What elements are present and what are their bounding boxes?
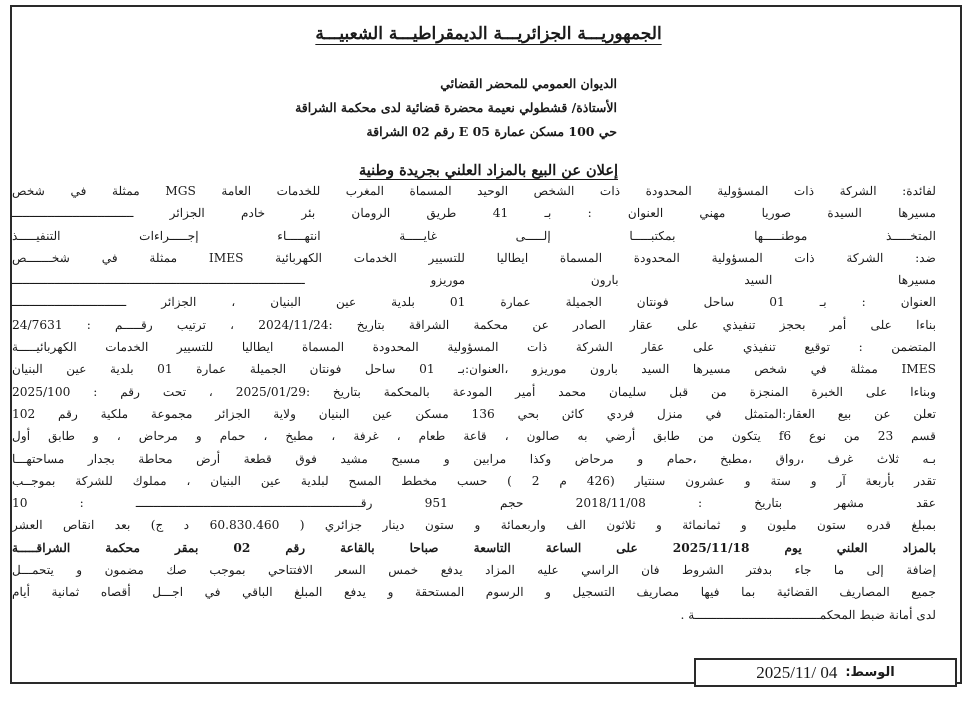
office-address: حي 100 مسكن عمارة E 05 رقم 02 الشراقة [366, 124, 617, 139]
notice-line: المتضمن : توقيع تنفيذي على عقار الشركة ذات المسؤولية المحدودة المسماة ايطاليا للتسيير الخدمات الكهربائيـــــة [12, 340, 936, 355]
office-name: الديوان العمومي للمحضر القضائي [440, 76, 617, 91]
republic-header [0, 24, 977, 44]
auction-date-line: بالمزاد العلني يوم 2025/11/18 على الساعة التاسعة صباحا بالقاعة رقم 02 بمقر محكمة الشراقـــــة [12, 540, 936, 555]
bailiff-name: الأستاذة/ قشطولي نعيمة محضرة قضائية لدى محكمة الشراقة [295, 100, 617, 115]
notice-line: وبناءا على الخبرة المنجزة من قبل سليمان محمد أمير المودعة بالمحكمة بتاريخ :2025/01/29 ، تحت رقم : 2025/100 [12, 384, 936, 399]
notice-line: إضافة إلى ما جاء بدفتر الشروط فان الراسي عليه المزاد يدفع خمس السعر الافتتاحي بموجب صك مضمون و يتحمـــل [12, 563, 936, 578]
publication-date: 2025/11/ 04 [756, 662, 838, 682]
notice-line: IMES ممثلة في شخص مسيرها السيد بارون موريزو ،العنوان:بـ 01 ساحل فونتان الجميلة عمارة 01 بلدية عين البنيان [12, 362, 936, 377]
notice-line: عقد مشهر بتاريخ : 2018/11/08 حجم 951 رقـــــــــــــــــــــــــــــــــــــــــــــــــــــــــــــــ : 10 [12, 496, 936, 511]
notice-line: لدى أمانة ضبط المحكمـــــــــــــــــــــــــــــــــــة . [680, 607, 936, 622]
notice-line: تعلن عن بيع العقار:المتمثل في منزل فردي كائن بحي 136 مسكن عين البنيان ولاية الجزائر مجموعة ملكية رقم 102 [12, 406, 936, 421]
notice-title: إعلان عن البيع بالمزاد العلني بجريدة وطنية [358, 162, 619, 179]
notice-line: بناءا على أمر بحجز تنفيذي على عقار الصادر عن محكمة الشراقة بتاريخ :2024/11/24 ، ترتيب رقـــــم : 24/7631 [12, 317, 936, 332]
notice-line: تقدر بأربعة آر و ستة و عشرون سنتيار (426 م 2 ) حسب مخطط المسح لبلدية عين البنيان ، مملوك للشركة بموجــب [12, 473, 936, 488]
notice-line: لفائدة: الشركة ذات المسؤولية المحدودة ذات الشخص الوحيد المسماة المغرب للخدمات العامة MGS ممثلة في شخص [12, 184, 936, 198]
republic-title: الجمهوريـــة الجزائريـــة الديمقراطيـــة الشعبيـــة [315, 24, 662, 44]
notice-line: بـه ثلاث غرف ،رواق ،مطبخ ،حمام و مرحاض وكذا مرابين و مسبح مشيد فوق قطعة أرض محاطة بجدار مساحتهـــا [12, 451, 936, 466]
notice-line: قسم 23 من نوع f6 يتكون من طابق أرضي به صالون ، قاعة طعام ، غرفة ، مطبخ ، حمام و مرحاض ، و طابق أول [12, 429, 936, 444]
newspaper-label: الوسط: [845, 665, 895, 680]
publication-stamp [694, 658, 957, 687]
notice-line: المتخـــــذ موطنـــــها بمكتبـــــا إلـــــى غايـــــة انتهـــــاء إجـــــراءات التنفيـــــذ [12, 228, 936, 243]
notice-line: ضد: الشركة ذات المسؤولية المحدودة المسماة ايطاليا للتسيير الخدمات الكهربائية IMES ممثلة في شخـــــــص [12, 250, 936, 265]
notice-line: مسيرها السيد بارون موريزو ــــــــــــــــــــــــــــــــــــــــــــــــــــــــــــــــــــــــــــــــــ [12, 273, 936, 288]
notice-line: بمبلغ قدره ستون مليون و ثمانمائة و ثلاثون الف واربعمائة و ستون دينار جزائري ( 60.830.460 د ج) بعد انقاص العشر [12, 518, 936, 533]
notice-body [12, 180, 936, 626]
notice-title-wrap [0, 160, 977, 179]
bailiff-office-block [295, 72, 617, 144]
notice-line: جميع المصاريف القضائية بما فيها مصاريف التسجيل و الرسوم المستحقة و يدفع المبلغ الباقي في اجـــل أقصاه ثمانية أيام [12, 585, 936, 600]
notice-line: مسيرها السيدة صوريا مهني العنوان : بـ 41 طريق الرومان بئر خادم الجزائر ــــــــــــــــــــــــــــــــــ [12, 206, 936, 221]
notice-line: العنوان : بـ 01 ساحل فونتان الجميلة عمارة 01 بلدية عين البنيان ، الجزائر ــــــــــــــــــــــــــــــــ [12, 295, 936, 310]
